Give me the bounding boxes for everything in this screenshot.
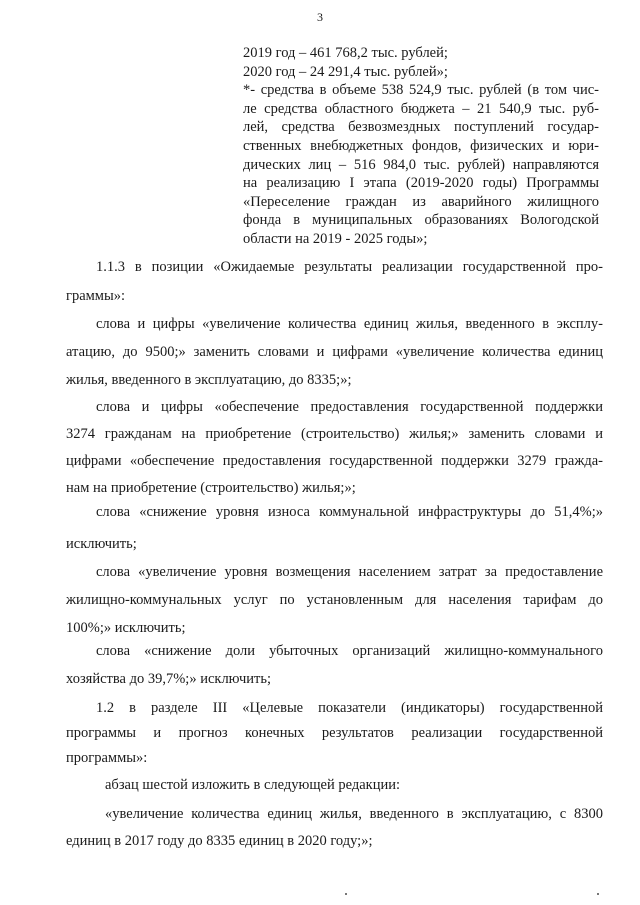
body-line: 100%;» исключить; xyxy=(66,620,186,636)
cell-line: лей, средства безвозмездных поступлений государ- xyxy=(243,119,599,136)
body-line: 1.2 в разделе III «Целевые показатели (индикаторы) государственной xyxy=(96,700,603,716)
cell-line: ственных внебюджетных фондов, физических и юри- xyxy=(243,137,599,154)
cell-line: ле средства областного бюджета – 21 540,9 тыс. руб- xyxy=(243,100,599,117)
body-line: слова и цифры «обеспечение предоставления государственной поддержки xyxy=(96,399,603,415)
body-line: жилищно-коммунальных услуг по установленным для населения тарифам до xyxy=(66,592,603,608)
body-line: абзац шестой изложить в следующей редакции: xyxy=(105,777,400,793)
body-line: единиц в 2017 году до 8335 единиц в 2020 году;»; xyxy=(66,833,373,849)
body-line: 3274 гражданам на приобретение (строительство) жилья;» заменить словами и xyxy=(66,426,603,442)
body-line: хозяйства до 39,7%;» исключить; xyxy=(66,671,271,687)
cell-line: 2019 год – 461 768,2 тыс. рублей; xyxy=(243,45,448,61)
cell-line: на реализацию I этапа (2019-2020 годы) Программы xyxy=(243,175,599,192)
body-line: граммы»: xyxy=(66,288,126,304)
cell-line: 2020 год – 24 291,4 тыс. рублей»; xyxy=(243,63,448,80)
body-line: программы»: xyxy=(66,750,148,766)
cell-line: дических лиц – 516 984,0 тыс. рублей) направляются xyxy=(243,156,599,173)
cell-line: *- средства в объеме 538 524,9 тыс. рублей (в том чис- xyxy=(243,82,599,99)
scan-mark xyxy=(345,893,347,895)
body-line: нам на приобретение (строительство) жилья;»; xyxy=(66,480,356,496)
body-line: слова «снижение уровня износа коммунальной инфраструктуры до 51,4%;» xyxy=(96,504,603,520)
body-line: программы и прогноз конечных результатов реализации государственной xyxy=(66,725,603,741)
body-line: исключить; xyxy=(66,536,137,552)
cell-line: области на 2019 - 2025 годы»; xyxy=(243,230,428,247)
body-line: цифрами «обеспечение предоставления государственной поддержки 3279 гражда- xyxy=(66,453,603,469)
page-number: 3 xyxy=(317,10,323,24)
body-line: слова «увеличение уровня возмещения населением затрат за предоставление xyxy=(96,564,603,580)
scan-mark xyxy=(597,893,599,895)
body-line: атацию, до 9500;» заменить словами и цифрами «увеличение количества единиц xyxy=(66,344,603,360)
body-line: жилья, введенного в эксплуатацию, до 8335;»; xyxy=(66,372,352,388)
body-line: «увеличение количества единиц жилья, введенного в эксплуатацию, с 8300 xyxy=(105,806,603,822)
cell-line: фонда в муниципальных образованиях Вологодской xyxy=(243,212,599,229)
funding-cell-block xyxy=(243,44,599,249)
body-line: 1.1.3 в позиции «Ожидаемые результаты реализации государственной про- xyxy=(96,259,603,275)
body-line: слова «снижение доли убыточных организаций жилищно-коммунального xyxy=(96,643,603,659)
body-line: слова и цифры «увеличение количества единиц жилья, введенного в эксплу- xyxy=(96,316,603,332)
cell-line: «Переселение граждан из аварийного жилищного xyxy=(243,193,599,210)
